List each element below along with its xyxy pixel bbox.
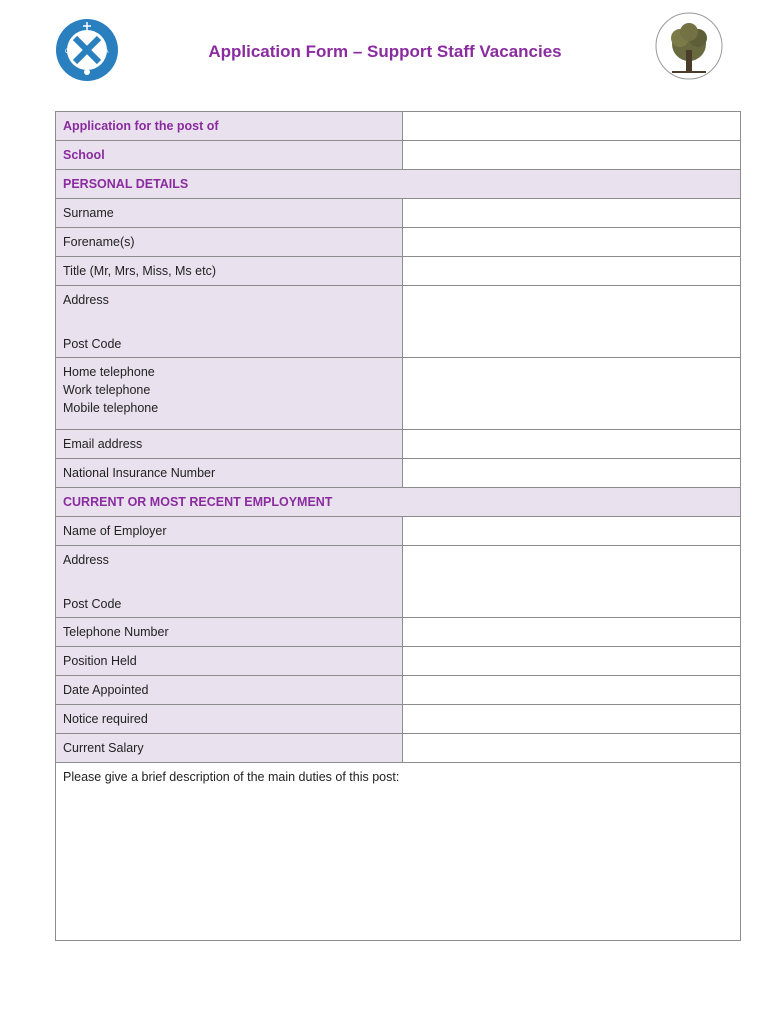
telephone-label-cell (56, 358, 403, 430)
forenames-label: Forename(s) (56, 228, 403, 257)
employment-heading: CURRENT OR MOST RECENT EMPLOYMENT (56, 488, 741, 517)
address-label-cell (56, 286, 403, 358)
telephone-input[interactable] (403, 358, 741, 430)
employer-name-label: Name of Employer (56, 517, 403, 546)
employer-telephone-input[interactable] (403, 618, 741, 647)
notice-required-label: Notice required (56, 705, 403, 734)
post-code-label: Post Code (63, 337, 122, 351)
work-telephone-label: Work telephone (63, 383, 151, 397)
ni-number-label: National Insurance Number (56, 459, 403, 488)
application-form-table (55, 111, 741, 941)
current-salary-input[interactable] (403, 734, 741, 763)
main-duties-label: Please give a brief description of the main duties of this post: (63, 770, 400, 784)
email-label: Email address (56, 430, 403, 459)
school-label: School (56, 141, 403, 170)
ni-number-input[interactable] (403, 459, 741, 488)
date-appointed-input[interactable] (403, 676, 741, 705)
employer-address-label-cell (56, 546, 403, 618)
employer-address-input[interactable] (403, 546, 741, 618)
position-held-input[interactable] (403, 647, 741, 676)
employer-telephone-label: Telephone Number (56, 618, 403, 647)
surname-input[interactable] (403, 199, 741, 228)
forenames-input[interactable] (403, 228, 741, 257)
current-salary-label: Current Salary (56, 734, 403, 763)
employer-post-code-label: Post Code (63, 597, 122, 611)
address-label: Address (63, 293, 109, 307)
employer-address-label: Address (63, 553, 109, 567)
employer-name-input[interactable] (403, 517, 741, 546)
email-input[interactable] (403, 430, 741, 459)
page-title: Application Form – Support Staff Vacancies (208, 42, 562, 61)
date-appointed-label: Date Appointed (56, 676, 403, 705)
va-text: VA (101, 49, 109, 55)
personal-details-heading: PERSONAL DETAILS (56, 170, 741, 199)
ce-text: CE (65, 49, 74, 55)
foundation-tree-logo (654, 10, 724, 82)
surname-label: Surname (56, 199, 403, 228)
title-label: Title (Mr, Mrs, Miss, Ms etc) (56, 257, 403, 286)
home-telephone-label: Home telephone (63, 365, 155, 379)
school-input[interactable] (403, 141, 741, 170)
position-held-label: Position Held (56, 647, 403, 676)
page-header (0, 0, 770, 100)
mobile-telephone-label: Mobile telephone (63, 401, 159, 415)
address-input[interactable] (403, 286, 741, 358)
notice-required-input[interactable] (403, 705, 741, 734)
post-applied-label: Application for the post of (56, 112, 403, 141)
post-applied-input[interactable] (403, 112, 741, 141)
title-input[interactable] (403, 257, 741, 286)
main-duties-field[interactable] (56, 763, 741, 941)
